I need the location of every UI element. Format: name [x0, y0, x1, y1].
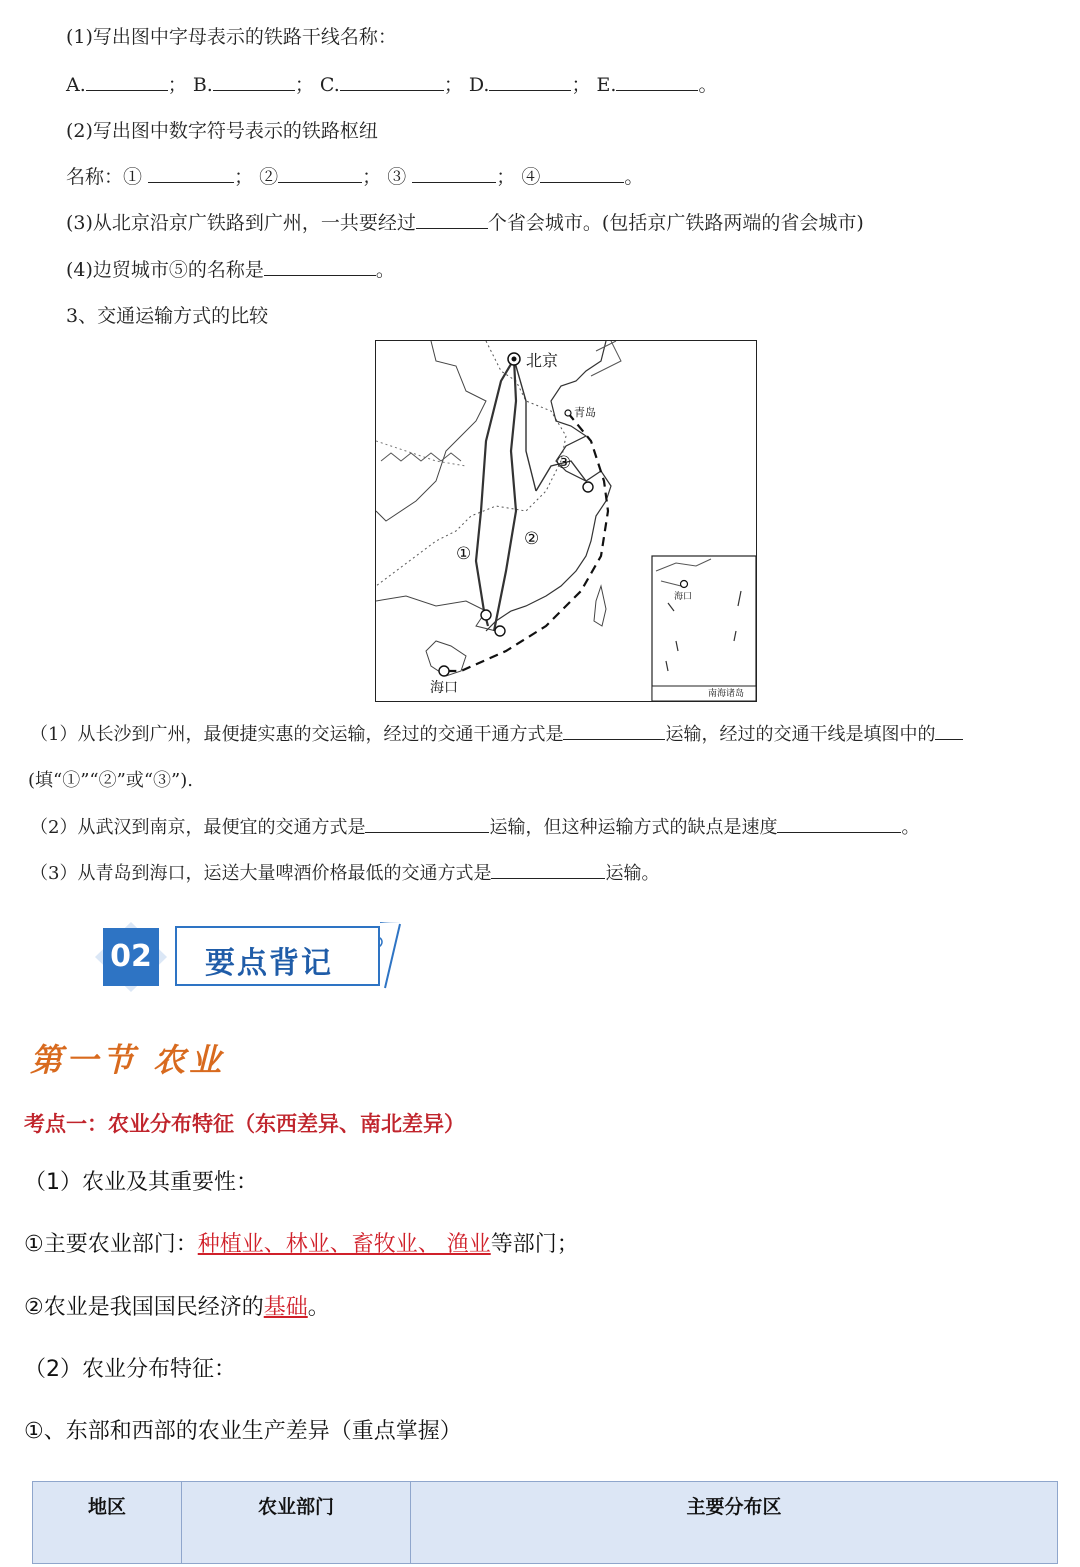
label-a: A. [66, 74, 86, 96]
question-3-1 [30, 720, 963, 746]
hub-1: ① [123, 166, 143, 188]
blank-hub-2[interactable] [278, 164, 362, 183]
paragraph-agri-importance: （1）农业及其重要性： [24, 1170, 258, 1195]
departments-suffix: 等部门； [490, 1232, 579, 1257]
question-1-4 [66, 255, 395, 282]
label-b: B. [192, 74, 213, 96]
q3-2-mid: 运输，但这种运输方式的缺点是速度 [489, 817, 778, 838]
blank-a[interactable] [86, 72, 168, 91]
map-drawing [376, 341, 756, 701]
separator: ； [571, 74, 591, 96]
q1-4-before: (4)边贸城市⑤的名称是 [66, 259, 264, 281]
departments-prefix: ①主要农业部门： [24, 1232, 198, 1257]
blank-d[interactable] [489, 72, 571, 91]
blank-lowest-cost-mode[interactable] [491, 860, 605, 879]
q1-3-before: (3)从北京沿京广铁路到广州，一共要经过 [66, 212, 416, 234]
separator: ； [362, 166, 382, 188]
label-haikou: 海口 [430, 680, 458, 696]
transport-map [375, 340, 757, 702]
blank-b[interactable] [213, 72, 295, 91]
blank-city-count[interactable] [416, 210, 488, 229]
period: 。 [624, 166, 644, 188]
blank-hub-3[interactable] [412, 164, 496, 183]
separator: ； [294, 74, 314, 96]
exam-point-heading: 考点一：农业分布特征（东西差异、南北差异） [24, 1112, 465, 1136]
agriculture-table [32, 1481, 1058, 1564]
separator: ； [167, 74, 187, 96]
blank-border-city[interactable] [264, 257, 376, 276]
blank-e[interactable] [616, 72, 698, 91]
basis-highlight: 基础 [263, 1295, 308, 1320]
header-department: 农业部门 [182, 1482, 411, 1564]
question-3-3 [30, 859, 659, 885]
paragraph-agri-departments [24, 1227, 579, 1258]
period: 。 [375, 259, 395, 281]
q3-1-mid: 运输，经过的交通干线是填图中的 [665, 724, 936, 745]
table-header-row [33, 1482, 1058, 1564]
separator: ； [443, 74, 463, 96]
label-name: 名称： [66, 166, 124, 188]
label-route-2: ② [524, 529, 540, 549]
blank-route-number[interactable] [935, 721, 963, 740]
paragraph-east-west: ①、东部和西部的农业生产差异（重点掌握） [24, 1419, 462, 1444]
departments-highlight: 种植业、林业、畜牧业、 渔业 [197, 1232, 491, 1257]
question-1-1: (1)写出图中字母表示的铁路干线名称： [66, 26, 397, 48]
badge-title: 要点背记 [205, 946, 333, 981]
basis-suffix: 。 [307, 1295, 330, 1320]
badge-number: 02 [103, 928, 159, 986]
period: 。 [901, 817, 920, 838]
section-3-title: 3、交通运输方式的比较 [66, 305, 269, 327]
period: 。 [698, 74, 718, 96]
question-1-3 [66, 208, 864, 235]
question-1-2: (2)写出图中数字符号表示的铁路枢纽 [66, 120, 378, 142]
q3-3-before: （3）从青岛到海口，运送大量啤酒价格最低的交通方式是 [30, 863, 492, 884]
label-beijing: 北京 [526, 351, 559, 370]
q3-2-before: （2）从武汉到南京，最便宜的交通方式是 [30, 817, 366, 838]
label-inset-haikou: 海口 [674, 592, 693, 602]
paragraph-agri-distribution: （2）农业分布特征： [24, 1357, 236, 1382]
question-1-2-blanks [66, 162, 643, 189]
question-3-1-line2: (填“①”“②”或“③”). [28, 770, 193, 791]
header-region: 地区 [33, 1482, 182, 1564]
question-3-2 [30, 813, 919, 839]
separator: ； [496, 166, 516, 188]
header-distribution: 主要分布区 [411, 1482, 1058, 1564]
section-badge [95, 922, 415, 992]
label-qingdao: 青岛 [574, 406, 596, 419]
basis-prefix: ②农业是我国国民经济的 [24, 1295, 264, 1320]
hub-2: ② [259, 166, 279, 188]
label-route-1: ① [456, 544, 472, 564]
label-inset-caption: 南海诸岛 [708, 689, 745, 699]
blank-hub-4[interactable] [540, 164, 624, 183]
paragraph-agri-basis [24, 1290, 330, 1321]
hub-4: ④ [521, 166, 541, 188]
label-d: D. [468, 74, 490, 96]
blank-hub-1[interactable] [148, 164, 234, 183]
separator: ； [234, 166, 254, 188]
q3-1-before: （1）从长沙到广州，最便捷实惠的交运输，经过的交通干通方式是 [30, 724, 564, 745]
label-route-3: ③ [556, 453, 572, 473]
blank-transport-mode[interactable] [563, 721, 665, 740]
section-title: 第一节 农业 [30, 1041, 226, 1079]
q1-3-after: 个省会城市。(包括京广铁路两端的省会城市) [487, 212, 864, 234]
blank-c[interactable] [340, 72, 444, 91]
blank-cheapest-mode[interactable] [365, 814, 489, 833]
q3-3-after: 运输。 [605, 863, 660, 884]
label-c: C. [319, 74, 340, 96]
hub-3: ③ [387, 166, 407, 188]
question-1-1-blanks [66, 70, 717, 97]
blank-speed[interactable] [777, 814, 901, 833]
label-e: E. [596, 74, 617, 96]
